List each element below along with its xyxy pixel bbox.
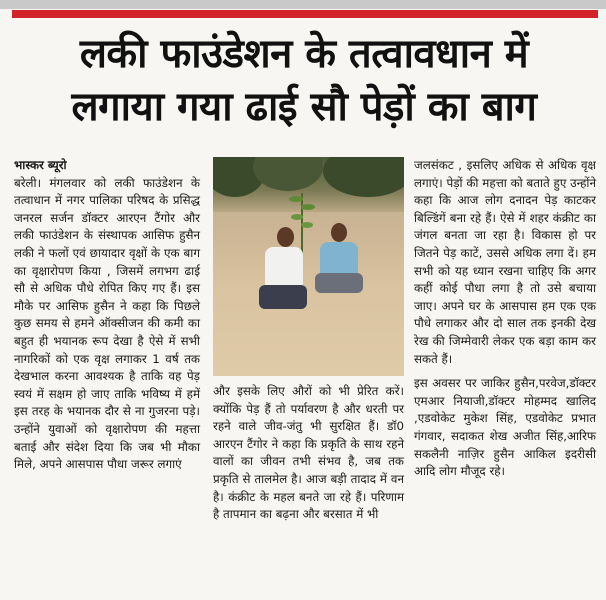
column-1	[14, 157, 200, 474]
column-2-text: और इसके लिए औरों को भी प्रेरित करें। क्योंकि पेड़ हैं तो पर्यावरण है और धरती पर रहने वाले जीव-जंतु भी सुरक्षित हैं। डॉ0 आरएन टैंगोर ने कहा कि प्रकृति के साथ रहने वालों का जीवन तभी संभव है, जब तक प्रकृति से तालमेल है। आज बड़ी तादाद में वन है। कंक्रीट के महल बनते जा रहे हैं। परिणाम है तापमान का बढ़ना और बरसात में भी	[213, 384, 404, 522]
top-border	[0, 0, 606, 9]
column-3-attendees: इस अवसर पर जाकिर हुसैन,परवेज,डॉक्टर एमआर नियाजी,डॉक्टर मोहम्मद खालिद ,एडवोकेट मुकेश सिंह, एडवोकेट प्रभात गंगवार, सदाकत शेख अजीत सिंह,आरिफ सकलैनी नाज़िर हुसैन आकिल इदरीसी आदि लोग मौजूद रहे।	[414, 376, 596, 479]
headline	[8, 28, 600, 134]
column-2	[213, 383, 404, 524]
column-1-text: बरेली। मंगलवार को लकी फाउंडेशन के तत्वाधान में नगर पालिका परिषद के प्रसिद्ध जनरल सर्जन डॉक्टर आरएन टैंगोर और लकी फाउंडेशन के संस्थापक आसिफ हुसैन लकी ने फलों एवं छायादार वृक्षों के एक बाग का वृक्षारोपण किया , जिसमें लगभग ढाई सौ से अधिक पौधे रोपित किए गए हैं। इस मौके पर आसिफ हुसैन ने कहा कि पिछले कुछ समय से हमने ऑक्सीजन की कमी का बहुत ही भयानक रूप देखा है ऐसे में सभी नागरिकों को एक वृक्ष लगाकर 1 वर्ष तक देखभाल करना आवश्यक है ताकि वह पेड़ स्वयं में सक्षम हो जाए ताकि भविष्य में हमें इस तरह के भयानक दौर से ना गुजरना पड़े। उन्होंने युवाओं को वृक्षारोपण की महत्ता बताई और संदेश दिया कि जब भी मौका मिले, अपने आसपास पौधा जरूर लगाएं	[14, 175, 200, 472]
news-photo	[213, 157, 404, 376]
headline-line-1: लकी फाउंडेशन के तत्वावधान में	[79, 31, 529, 77]
headline-line-2: लगाया गया ढाई सौ पेड़ों का बाग	[71, 84, 537, 130]
column-3	[414, 157, 596, 481]
person-left	[253, 227, 313, 317]
red-header-rule	[12, 10, 598, 18]
byline: भास्कर ब्यूरो	[14, 158, 67, 172]
person-right	[311, 223, 367, 303]
column-3-text: जलसंकट , इसलिए अधिक से अधिक वृक्ष लगाएं। पेड़ों की महत्ता को बताते हुए उन्होंने कहा कि आज लोग दनादन पेड़ काटकर बिल्डिंगें बना रहे हैं। ऐसे में शहर कंक्रीट का जंगल बनता जा रहा है। विकास हो पर जितने पेड़ काटें, उससे अधिक लगा दें। हम सभी को यह ध्यान रखना चाहिए कि अगर कहीं कोई पौधा लगा है तो उसे बचाया जाए। अपने घर के आसपास हम एक एक पौधे लगाकर और दो साल तक इनकी देख रेख की जिम्मेवारी लेकर एक बड़ा काम कर सकते हैं।	[414, 158, 596, 366]
